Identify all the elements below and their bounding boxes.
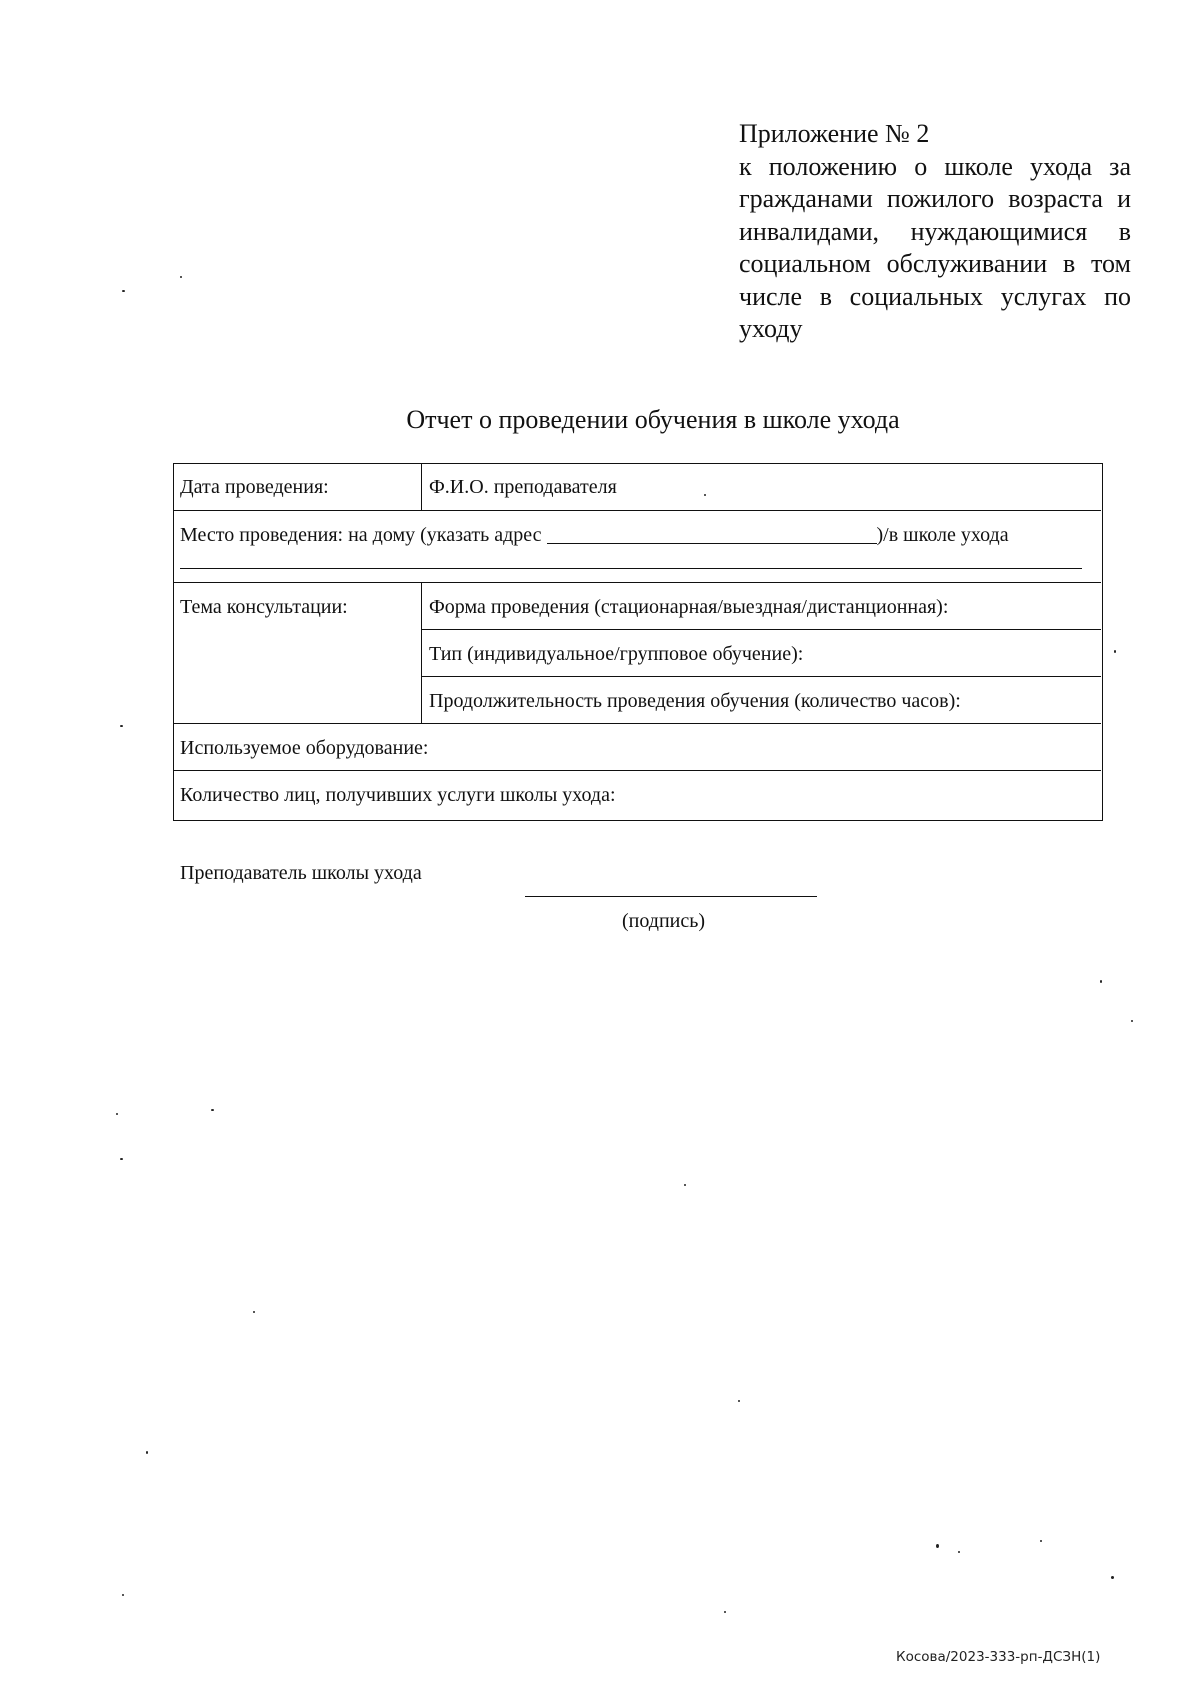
duration-label: Продолжительность проведения обучения (количество часов): [429, 690, 961, 712]
column-divider [421, 464, 422, 510]
scan-speck [1100, 980, 1102, 983]
row-divider [174, 510, 1101, 511]
format-label: Форма проведения (стационарная/выездная/дистанционная): [429, 596, 949, 618]
topic-label: Тема консультации: [180, 596, 348, 618]
row-divider [174, 723, 1101, 724]
document-code: Косова/2023-333-рп-ДСЗН(1) [896, 1649, 1101, 1665]
appendix-number: Приложение № 2 [739, 119, 930, 148]
participants-count-label: Количество лиц, получивших услуги школы ухода: [180, 784, 616, 806]
appendix-text: к положению о школе ухода за гражданами пожилого возраста и инвалидами, нуждающимися в социальном обслуживании в том числе в социальных услугах по уходу [739, 151, 1131, 343]
scan-speck [1114, 650, 1116, 653]
row-divider [421, 676, 1101, 677]
date-label: Дата проведения: [180, 476, 329, 498]
signature-caption: (подпись) [622, 910, 706, 932]
scan-speck [1040, 1540, 1042, 1542]
scan-speck [122, 290, 125, 292]
address-continuation-blank [180, 568, 1082, 569]
scan-speck [958, 1551, 960, 1553]
row-divider [421, 629, 1101, 630]
signature-line [525, 896, 817, 897]
row-divider [174, 582, 1101, 583]
teacher-name-label: Ф.И.О. преподавателя [429, 476, 617, 498]
scan-speck [704, 494, 706, 496]
scan-speck [122, 1594, 124, 1596]
scan-speck [1111, 1576, 1114, 1579]
scan-speck [146, 1451, 148, 1454]
scan-speck [120, 1158, 123, 1160]
place-row [180, 522, 1009, 548]
report-form-table [173, 463, 1103, 821]
scan-speck [120, 725, 123, 727]
document-title: Отчет о проведении обучения в школе ухода [406, 405, 900, 434]
place-suffix: )/в школе ухода [876, 524, 1009, 546]
appendix-note [739, 118, 1131, 346]
type-label: Тип (индивидуальное/групповое обучение): [429, 643, 804, 665]
scan-speck [253, 1311, 255, 1313]
scan-speck [1131, 1020, 1133, 1022]
equipment-label: Используемое оборудование: [180, 737, 429, 759]
address-blank [547, 523, 877, 544]
place-label: Место проведения: на дому (указать адрес [180, 524, 542, 546]
scan-speck [738, 1400, 740, 1402]
scan-speck [180, 276, 182, 278]
signature-label: Преподаватель школы ухода [180, 862, 422, 884]
scan-speck [936, 1544, 939, 1548]
scan-speck [684, 1184, 686, 1186]
scan-speck [724, 1611, 726, 1613]
column-divider [421, 582, 422, 723]
scan-speck [211, 1109, 214, 1111]
row-divider [174, 770, 1101, 771]
scan-speck [116, 1113, 118, 1115]
